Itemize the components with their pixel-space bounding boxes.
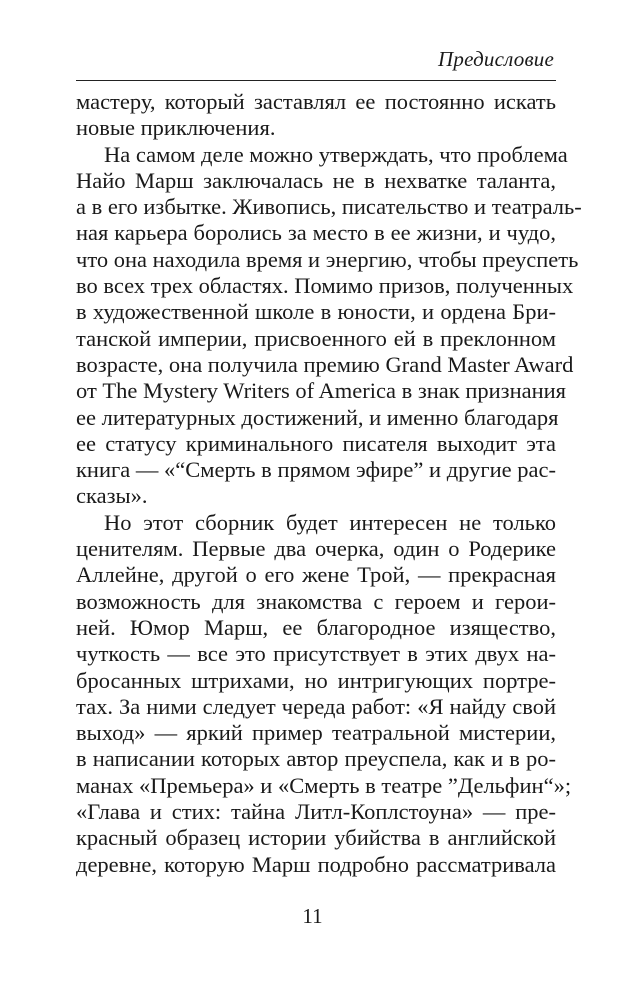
text-line: возможность для знакомства с героем и герои-: [76, 588, 556, 614]
text-line: в художественной школе в юности, и ордена Бри-: [76, 299, 556, 325]
text-line: мастеру, который заставлял ее постоянно искать: [76, 89, 556, 114]
running-header: [76, 40, 556, 81]
text-line: Но этот сборник будет интересен не только: [104, 509, 556, 535]
text-line: выход» — яркий пример театральной мистерии,: [76, 720, 556, 746]
text-line: Найо Марш заключалась не в нехватке таланта,: [76, 167, 556, 193]
text-line: чуткость — все это присутствует в этих двух на-: [76, 641, 556, 667]
text-line: новые приключения.: [76, 115, 276, 141]
text-line: ценителям. Первые два очерка, один о Родерике: [76, 536, 556, 562]
text-line: манах «Премьера» и «Смерть в театре ”Дельфин“»;: [76, 772, 572, 798]
text-line: в написании которых автор преуспела, как и в ро-: [76, 746, 556, 772]
text-line: ная карьера боролись за место в ее жизни, и чудо,: [76, 220, 556, 246]
text-line: деревне, которую Марш подробно рассматривала: [76, 851, 556, 877]
text-line: «Глава и стих: тайна Литл-Коплстоуна» — пре-: [76, 799, 556, 825]
page-number: 11: [302, 904, 323, 928]
text-line: а в его избытке. Живопись, писательство и театраль-: [76, 194, 582, 220]
text-line: возрасте, она получила премию Grand Master Award: [76, 351, 574, 377]
text-line: бросанных штрихами, но интригующих портре-: [76, 667, 556, 693]
chapter-title: Предисловие: [438, 47, 554, 71]
text-line: танской империи, присвоенного ей в преклонном: [76, 325, 556, 351]
text-line: что она находила время и энергию, чтобы преуспеть: [76, 246, 579, 272]
text-line: ней. Юмор Марш, ее благородное изящество,: [76, 614, 556, 640]
text-line: тах. За ними следует череда работ: «Я найду свой: [76, 693, 556, 719]
text-line: от The Mystery Writers of America в знак признания: [76, 378, 567, 404]
text-line: Аллейне, другой о его жене Трой, — прекрасная: [76, 562, 556, 588]
text-line: ее литературных достижений, и именно благодаря: [76, 404, 559, 430]
text-line: сказы».: [76, 483, 148, 509]
text-line: книга — «“Смерть в прямом эфире” и другие рас-: [76, 457, 556, 483]
body-text: [76, 89, 582, 878]
text-line: ее статусу криминального писателя выходит эта: [76, 430, 556, 456]
text-line: На самом деле можно утверждать, что проблема: [104, 141, 568, 167]
text-line: во всех трех областях. Помимо призов, полученных: [76, 273, 574, 299]
text-line: красный образец истории убийства в английской: [76, 825, 556, 851]
